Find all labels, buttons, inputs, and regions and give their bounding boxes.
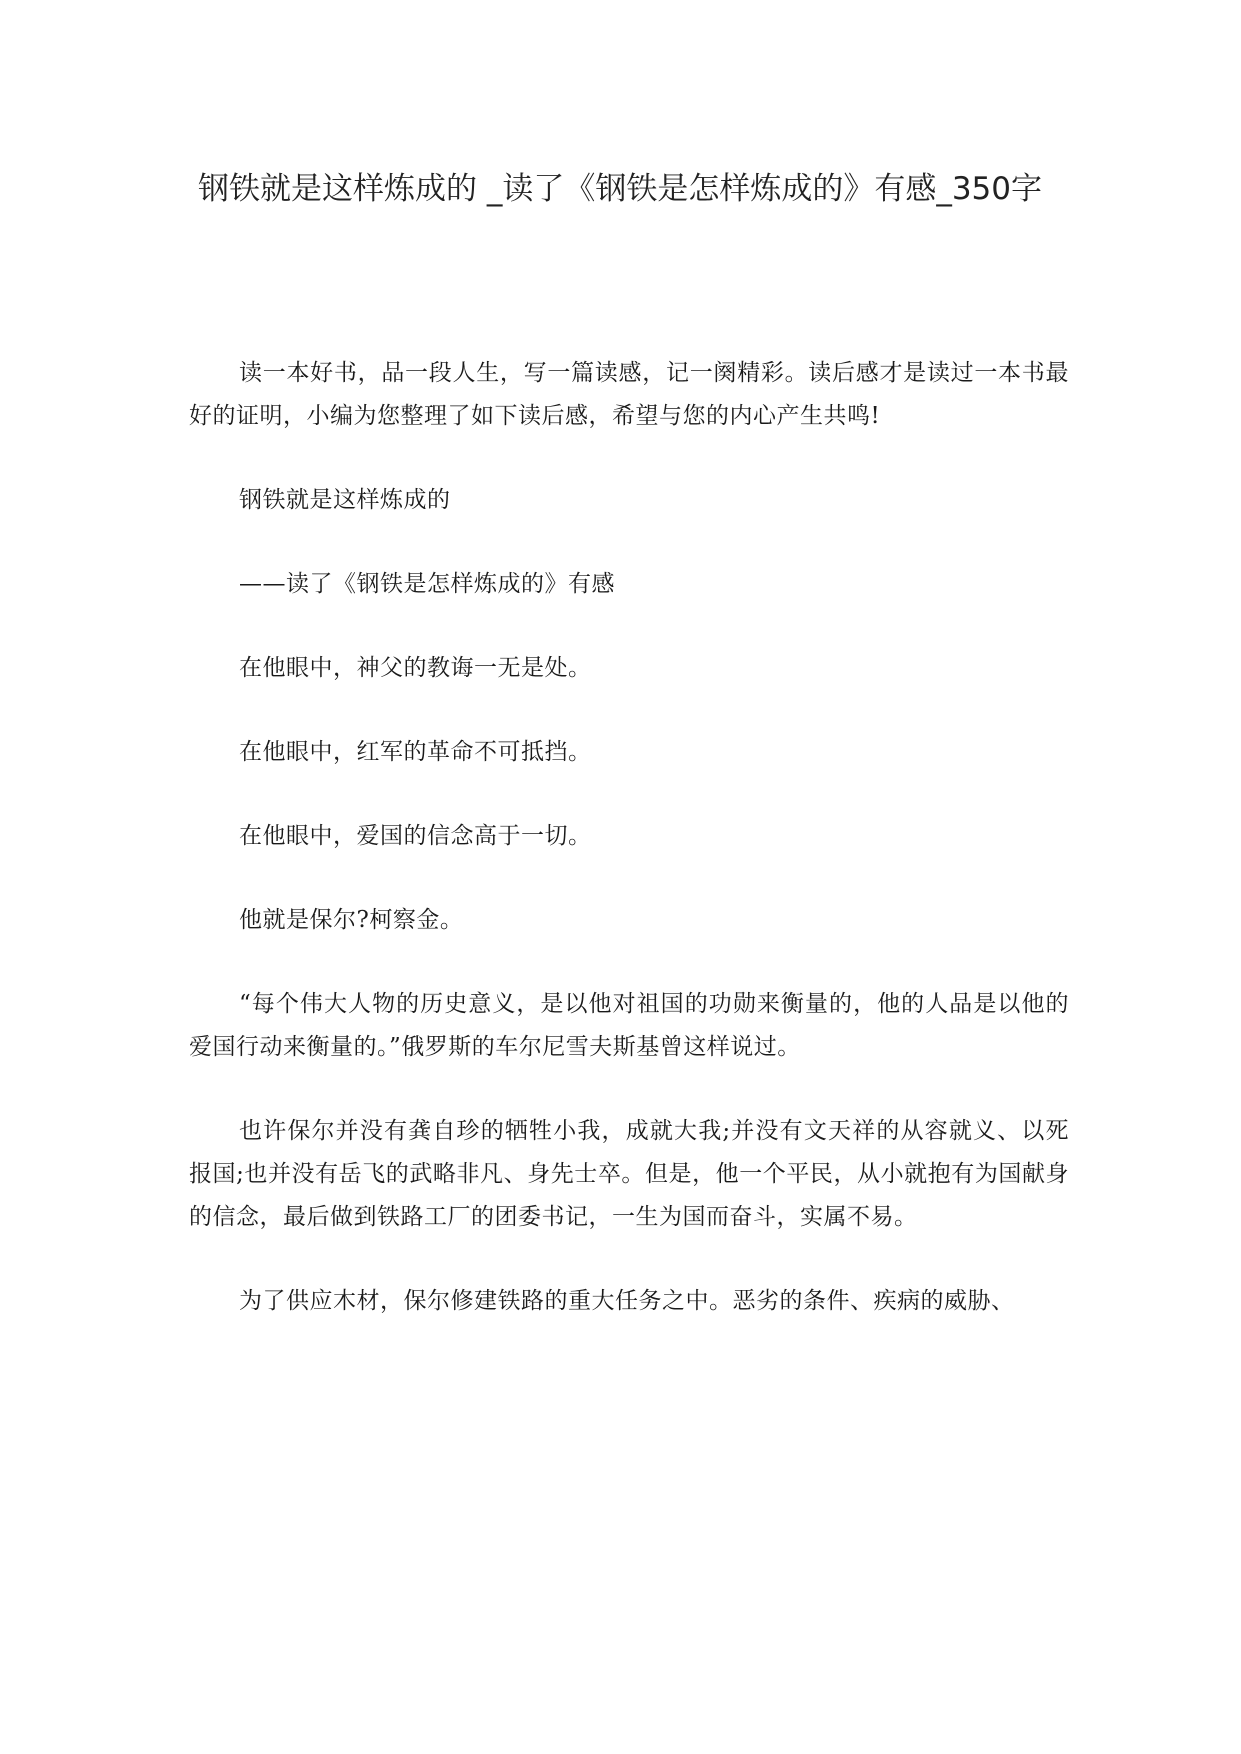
- document-title: 钢铁就是这样炼成的 _读了《钢铁是怎样炼成的》有感_350字: [197, 171, 1043, 207]
- paragraph: 在他眼中，红军的革命不可抵挡。: [239, 739, 592, 765]
- paragraph: 在他眼中，爱国的信念高于一切。: [239, 823, 592, 849]
- paragraph: 在他眼中，神父的教诲一无是处。: [239, 655, 592, 681]
- paragraph: 也许保尔并没有龚自珍的牺牲小我，成就大我;并没有文天祥的从容就义、以死报国;也并没有岳飞的武略非凡、身先士卒。但是，他一个平民，从小就抱有为国献身的信念，最后做到铁路工厂的团委书记，一生为国而奋斗，实属不易。: [189, 1118, 1069, 1230]
- paragraph: 他就是保尔?柯察金。: [239, 907, 464, 933]
- paragraph-quote: “每个伟大人物的历史意义，是以他对祖国的功勋来衡量的，他的人品是以他的爱国行动来衡量的。”俄罗斯的车尔尼雪夫斯基曾这样说过。: [189, 991, 1069, 1060]
- paragraph: 为了供应木材，保尔修建铁路的重大任务之中。恶劣的条件、疾病的威胁、: [239, 1288, 1015, 1314]
- document-body: [189, 352, 1069, 1364]
- paragraph-essay-title: 钢铁就是这样炼成的: [239, 487, 451, 513]
- paragraph-essay-subtitle: ——读了《钢铁是怎样炼成的》有感: [239, 571, 615, 597]
- paragraph-intro: 读一本好书，品一段人生，写一篇读感，记一阕精彩。读后感才是读过一本书最好的证明，小编为您整理了如下读后感，希望与您的内心产生共鸣!: [189, 360, 1069, 429]
